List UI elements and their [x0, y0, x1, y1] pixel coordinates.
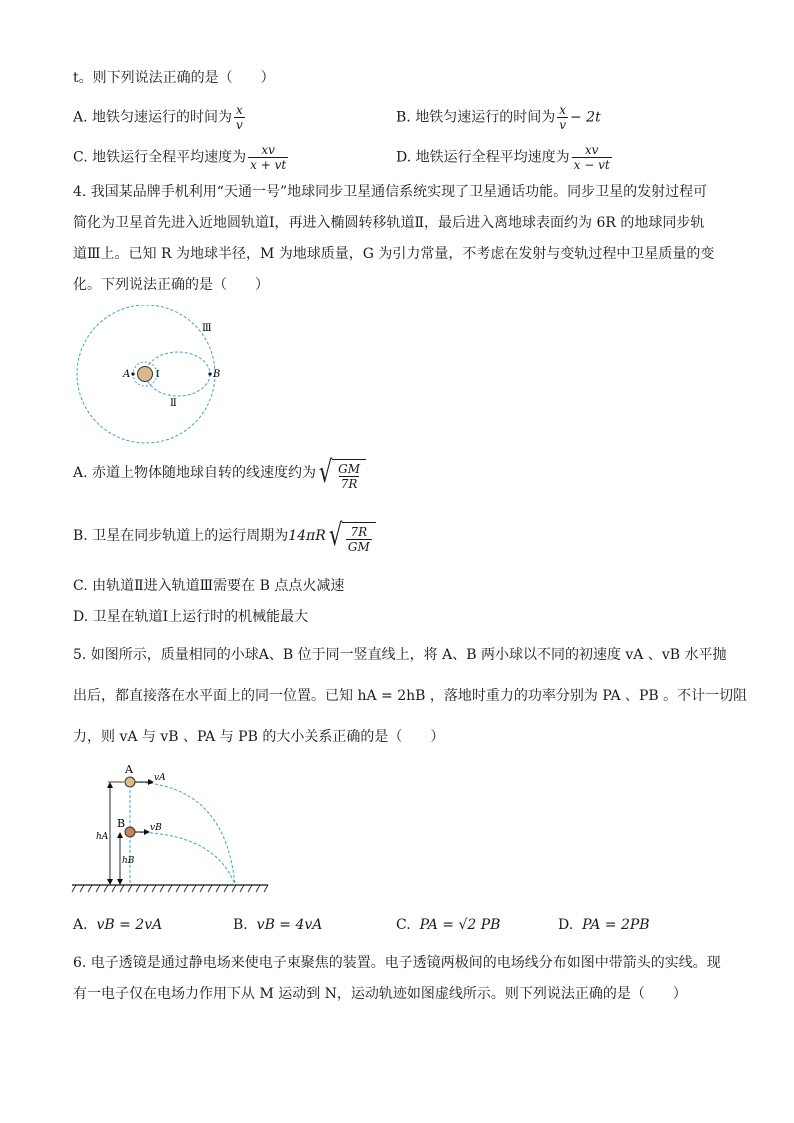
q5-stem-line-2: 出后，都直接落在水平面上的同一位置。已知 hA = 2hB ，落地时重力的功率分别为 PA 、PB 。不计一切阻 — [73, 688, 748, 704]
q3-option-a[interactable]: A. 地铁匀速运行的时间为 $\frac{x}{v}$ — [73, 103, 243, 132]
q3-stem-tail: t。则下列说法正确的是（ ） — [73, 70, 275, 86]
label-orbit-iii: Ⅲ — [202, 323, 212, 334]
q3-d-fraction: $\frac{xv}{x - vt}$ — [573, 143, 610, 172]
q4-stem-line-2: 简化为卫星首先进入近地圆轨道Ⅰ，再进入椭圆转移轨道Ⅱ，最后进入离地球表面约为 6R 的地球同步轨 — [73, 215, 705, 231]
q4-stem-line-4: 化。下列说法正确的是（ ） — [73, 277, 269, 293]
label-vb: vB — [150, 823, 162, 833]
q5-option-c[interactable]: C. PA = √2 PB — [396, 917, 501, 933]
q5-option-b[interactable]: B. vB = 4vA — [233, 917, 323, 933]
q3-b-fraction: $\frac{x}{v}$ — [559, 103, 566, 132]
ground-hatching — [72, 885, 268, 892]
q4-option-c[interactable]: C. 由轨道Ⅱ进入轨道Ⅲ需要在 B 点点火减速 — [73, 578, 345, 594]
q3-c-fraction: $\frac{xv}{x + vt}$ — [250, 143, 287, 172]
q4-b-sqrt: √ $\frac{7R}{GM}$ — [326, 518, 376, 554]
q4-option-d[interactable]: D. 卫星在轨道Ⅰ上运行时的机械能最大 — [73, 609, 309, 625]
ball-b — [125, 827, 135, 837]
q4-a-sqrt: √ $\frac{GM}{7R}$ — [316, 455, 366, 491]
label-ball-a: A — [125, 763, 133, 776]
q6-stem-line-1: 6. 电子透镜是通过静电场来使电子束聚焦的装置。电子透镜两极间的电场线分布如图中带箭头的实线。现 — [73, 955, 721, 971]
q3-option-c[interactable]: C. 地铁运行全程平均速度为 $\frac{xv}{x + vt}$ — [73, 143, 287, 172]
label-ball-b: B — [117, 817, 126, 830]
q3-option-b[interactable]: B. 地铁匀速运行的时间为 $\frac{x}{v}$ − 2t — [396, 103, 601, 132]
q5-stem-line-3: 力，则 vA 与 vB 、PA 与 PB 的大小关系正确的是（ ） — [73, 729, 445, 745]
q5-option-d[interactable]: D. PA = 2PB — [558, 917, 650, 933]
point-b-dot — [208, 372, 211, 375]
label-va: vA — [154, 773, 166, 783]
q5-stem-line-1: 5. 如图所示，质量相同的小球A、B 位于同一竖直线上，将 A、B 两小球以不同的初速度 vA 、vB 水平抛 — [73, 647, 727, 663]
q4-orbit-figure — [70, 305, 250, 450]
earth — [138, 367, 153, 382]
ball-a — [125, 777, 135, 787]
trajectory-b — [130, 832, 235, 885]
q5-option-a[interactable]: A. vB = 2vA — [73, 917, 163, 933]
point-a-dot — [131, 372, 134, 375]
q3-option-d[interactable]: D. 地铁运行全程平均速度为 $\frac{xv}{x - vt}$ — [396, 143, 610, 172]
label-hb: hB — [122, 856, 135, 866]
q6-stem-line-2: 有一电子仅在电场力作用下从 M 运动到 N，运动轨迹如图虚线所示。则下列说法正确的是（ ） — [73, 986, 687, 1002]
q4-option-b[interactable]: B. 卫星在同步轨道上的运行周期为14πR √ $\frac{7R}{GM}$ — [73, 518, 376, 554]
label-point-a: A — [123, 369, 131, 380]
label-point-b: B — [213, 369, 221, 380]
label-orbit-i: Ⅰ — [156, 370, 160, 380]
label-orbit-ii: Ⅱ — [170, 398, 177, 409]
label-ha: hA — [96, 832, 109, 842]
q3-a-fraction: $\frac{x}{v}$ — [236, 103, 243, 132]
q4-option-a[interactable]: A. 赤道上物体随地球自转的线速度约为 √ $\frac{GM}{7R}$ — [73, 455, 366, 491]
q5-projectile-figure — [70, 762, 275, 897]
q4-stem-line-1: 4. 我国某品牌手机利用“天通一号”地球同步卫星通信系统实现了卫星通话功能。同步卫星的发射过程可 — [73, 184, 708, 200]
q4-stem-line-3: 道Ⅲ上。已知 R 为地球半径，M 为地球质量，G 为引力常量，不考虑在发射与变轨过程中卫星质量的变 — [73, 246, 715, 262]
